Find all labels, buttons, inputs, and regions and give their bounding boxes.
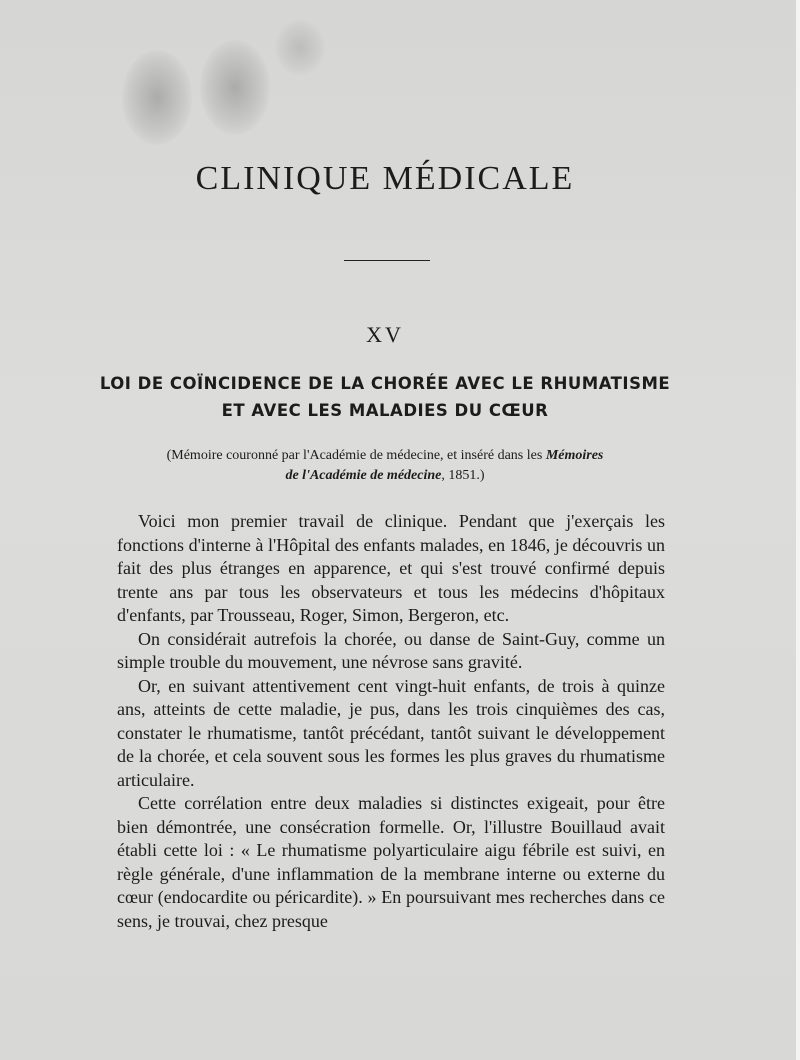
paragraph: Voici mon premier travail de clinique. Pendant que j'exerçais les fonctions d'interne à l'Hôpital des enfants malades, en 1846, je découvris un fait des plus étranges en apparence, et qui s'est trouvé confirmé depuis trente ans par tous les observateurs et tous les médecins d'hôpitaux d'enfants, par Trousseau, Roger, Simon, Bergeron, etc.: [117, 511, 665, 625]
note-text: (Mémoire couronné par l'Académie de médecine, et inséré dans les: [166, 448, 546, 463]
page-stain: [200, 40, 270, 135]
note-text: , 1851.): [441, 468, 485, 483]
paragraph: On considérait autrefois la chorée, ou danse de Saint-Guy, comme un simple trouble du mouvement, une névrose sans gravité.: [117, 628, 665, 672]
chapter-note-line-2: [0, 468, 770, 484]
chapter-heading-line-2: ET AVEC LES MALADIES DU CŒUR: [221, 401, 549, 420]
page-stain: [122, 50, 192, 145]
paragraph: Cette corrélation entre deux maladies si distinctes exigeait, pour être bien démontrée, une consécration formelle. Or, l'illustre Bouillaud avait établi cette loi : « Le rhumatisme polyarticulaire aigu fébrile est suivi, en règle générale, d'une inflammation de la membrane interne ou externe du cœur (endocardite ou péricardite). » En poursuivant mes recherches dans ce sens, je trouvai, chez presque: [117, 793, 665, 931]
page-stain: [275, 20, 325, 75]
paragraph: Or, en suivant attentivement cent vingt-huit enfants, de trois à quinze ans, atteints de cette maladie, je pus, dans les trois cinquièmes des cas, constater le rhumatisme, tantôt précédant, tantôt suivant le développement de la chorée, et cela souvent sous les formes les plus graves du rhumatisme articulaire.: [117, 675, 665, 790]
chapter-numeral: XV: [366, 322, 404, 347]
chapter-note-line-1: [0, 448, 770, 464]
chapter-heading-line-1: LOI DE COÏNCIDENCE DE LA CHORÉE AVEC LE RHUMATISME: [99, 374, 671, 393]
page-title: CLINIQUE MÉDICALE: [195, 160, 575, 197]
title-divider: [344, 260, 430, 261]
note-italic-title: de l'Académie de médecine: [285, 468, 442, 483]
body-text: [117, 510, 665, 933]
note-italic-title: Mémoires: [545, 448, 604, 463]
